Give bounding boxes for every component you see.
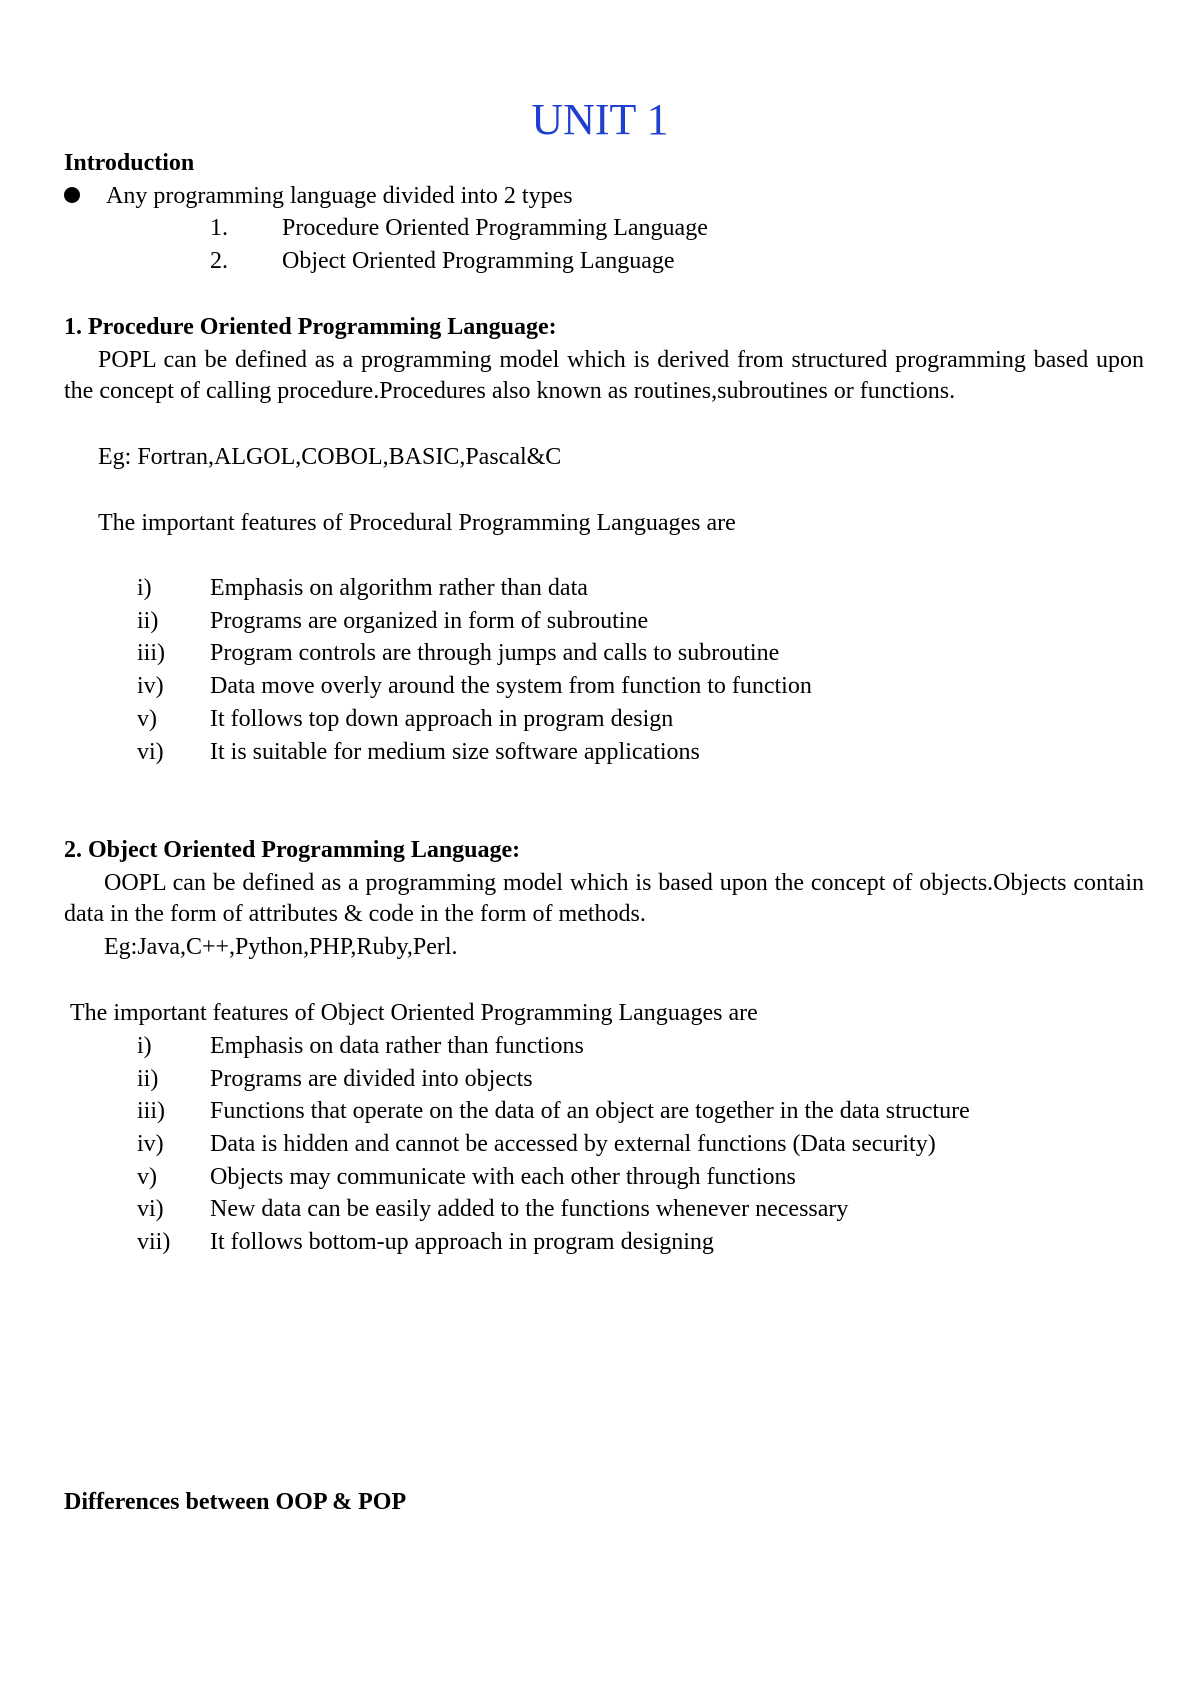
pop-feature-text: It follows top down approach in program design — [210, 706, 674, 732]
oop-feature-text: Functions that operate on the data of an object are together in the data structure — [210, 1098, 970, 1124]
oop-feature-number: vi) — [137, 1196, 164, 1222]
pop-feature-text: Program controls are through jumps and calls to subroutine — [210, 640, 780, 666]
page-title: UNIT 1 — [531, 95, 669, 144]
type-number: 2. — [210, 248, 228, 274]
pop-heading: 1. Procedure Oriented Programming Language: — [64, 314, 557, 340]
pop-feature-number: iv) — [137, 673, 164, 699]
pop-feature-text: Data move overly around the system from function to function — [210, 673, 812, 699]
oop-heading: 2. Object Oriented Programming Language: — [64, 837, 521, 863]
oop-feature-number: vii) — [137, 1229, 171, 1255]
pop-features-intro: The important features of Procedural Programming Languages are — [98, 510, 736, 536]
differences-heading: Differences between OOP & POP — [64, 1489, 407, 1515]
oop-examples: Eg:Java,C++,Python,PHP,Ruby,Perl. — [104, 934, 458, 960]
oop-feature-number: ii) — [137, 1066, 159, 1092]
oop-feature-text: Data is hidden and cannot be accessed by external functions (Data security) — [210, 1131, 936, 1157]
type-text: Object Oriented Programming Language — [282, 248, 675, 274]
oop-feature-number: v) — [137, 1164, 157, 1190]
pop-feature-text: It is suitable for medium size software applications — [210, 739, 700, 765]
oop-features-intro: The important features of Object Oriented Programming Languages are — [70, 1000, 758, 1026]
oop-paragraph: OOPL can be defined as a programming model which is based upon the concept of objects.Objects contain data in the form of attributes & code in the form of methods. — [64, 870, 1144, 927]
pop-feature-text: Emphasis on algorithm rather than data — [210, 575, 588, 601]
type-number: 1. — [210, 215, 228, 241]
pop-feature-number: vi) — [137, 739, 164, 765]
pop-feature-number: iii) — [137, 640, 165, 666]
oop-feature-text: New data can be easily added to the functions whenever necessary — [210, 1196, 849, 1222]
oop-feature-text: It follows bottom-up approach in program designing — [210, 1229, 714, 1255]
oop-feature-text: Objects may communicate with each other through functions — [210, 1164, 796, 1190]
type-text: Procedure Oriented Programming Language — [282, 215, 708, 241]
pop-feature-number: ii) — [137, 608, 159, 634]
oop-feature-number: iv) — [137, 1131, 164, 1157]
pop-paragraph: POPL can be defined as a programming model which is derived from structured programming based upon the concept of calling procedure.Procedures also known as routines,subroutines or functions. — [64, 347, 1144, 404]
oop-feature-number: i) — [137, 1033, 152, 1059]
pop-examples: Eg: Fortran,ALGOL,COBOL,BASIC,Pascal&C — [98, 444, 562, 470]
intro-bullet-text: Any programming language divided into 2 types — [106, 183, 573, 209]
bullet-icon — [64, 187, 80, 203]
intro-heading: Introduction — [64, 150, 195, 176]
oop-feature-text: Emphasis on data rather than functions — [210, 1033, 584, 1059]
pop-feature-number: i) — [137, 575, 152, 601]
oop-feature-number: iii) — [137, 1098, 165, 1124]
pop-feature-text: Programs are organized in form of subroutine — [210, 608, 649, 634]
pop-feature-number: v) — [137, 706, 157, 732]
oop-feature-text: Programs are divided into objects — [210, 1066, 533, 1092]
